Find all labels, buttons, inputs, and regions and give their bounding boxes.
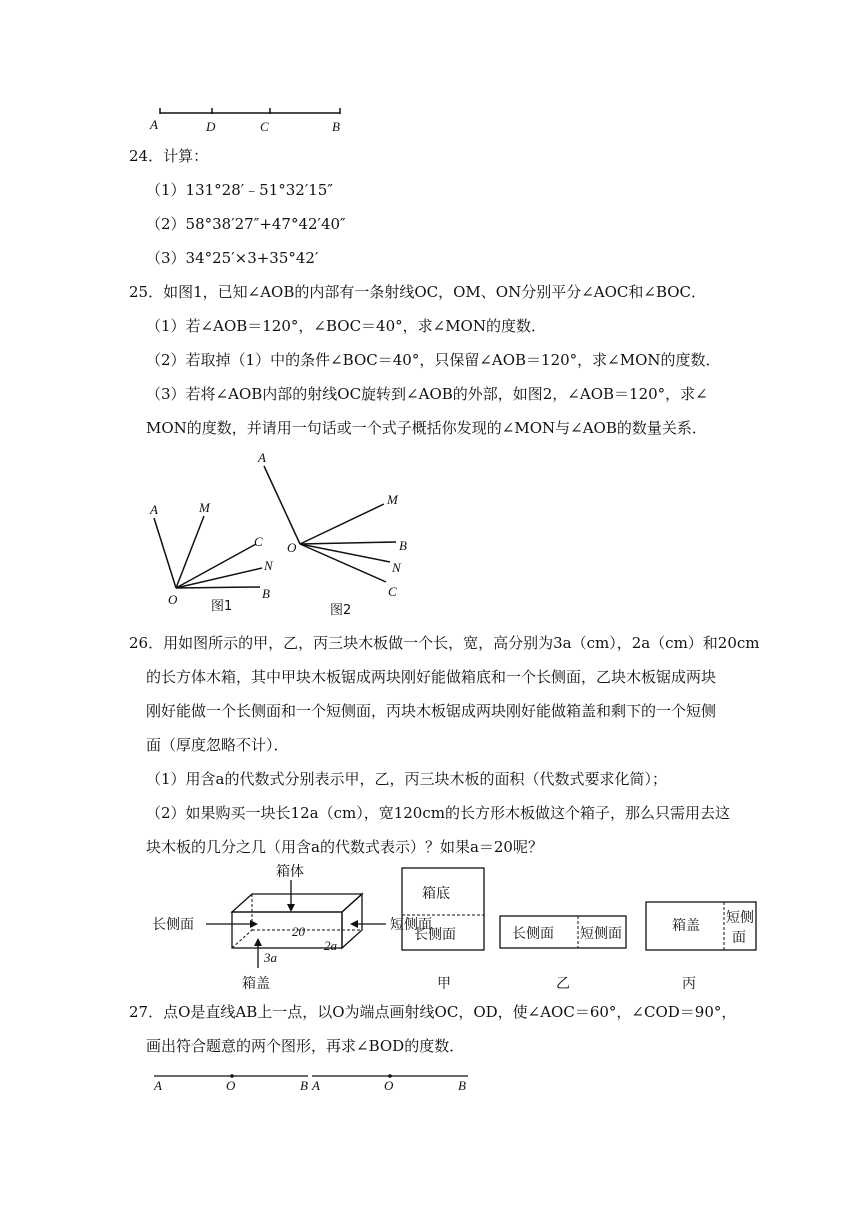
q27-label-o1: O <box>226 1078 236 1093</box>
q27-label-a2: A <box>312 1078 320 1093</box>
question-26-item-2-cont: 块木板的几分之几（用含a的代数式表示）？如果a＝20呢？ <box>146 838 543 856</box>
bing-left-label: 箱盖 <box>672 918 700 934</box>
yi-left-label: 长侧面 <box>512 926 554 942</box>
point-label: C <box>260 119 269 134</box>
fig1-label-a: A <box>150 502 158 517</box>
question-26-line-2: 的长方体木箱，其中甲块木板锯成两块刚好能做箱底和一个长侧面，乙块木板锯成两块 <box>146 668 717 686</box>
point-label: A <box>150 117 158 132</box>
question-25-item-3-cont: MON的度数，并请用一句话或一个式子概括你发现的∠MON与∠AOB的数量关系． <box>146 419 707 437</box>
q27-label-a1: A <box>154 1078 162 1093</box>
bing-right-label-1: 短侧 <box>726 910 754 926</box>
question-25-item-2: （2）若取掉（1）中的条件∠BOC＝40°，只保留∠AOB＝120°，求∠MON的度数． <box>146 351 721 369</box>
lines-figure-q27 <box>146 1066 476 1096</box>
fig1-label-c: C <box>254 534 263 549</box>
box-dim-l: 3a <box>264 950 277 965</box>
bing-right-label-2: 面 <box>732 930 746 946</box>
question-24-item-2: （2）58°38′27″+47°42′40″ <box>146 215 346 233</box>
box-bottom-label: 箱盖 <box>242 976 270 992</box>
jia-caption: 甲 <box>437 976 451 992</box>
fig1-label-o: O <box>168 592 178 607</box>
yi-caption: 乙 <box>556 976 570 992</box>
box-right-label: 短侧面 <box>390 917 432 933</box>
fig2-label-b: B <box>399 538 407 553</box>
question-27-line-2: 画出符合题意的两个图形，再求∠BOD的度数． <box>146 1037 465 1055</box>
question-25-item-1: （1）若∠AOB＝120°，∠BOC＝40°，求∠MON的度数． <box>146 317 546 335</box>
box-top-label: 箱体 <box>276 864 304 880</box>
fig2-label-c: C <box>388 584 397 599</box>
fig2-label-n: N <box>392 560 401 575</box>
fig1-label-m: M <box>199 500 210 515</box>
question-26-line-4: 面（厚度忽略不计）． <box>146 736 289 754</box>
q27-label-b2: B <box>458 1078 466 1093</box>
bing-caption: 丙 <box>682 976 696 992</box>
jia-top-label: 箱底 <box>422 886 450 902</box>
fig2-label-o: O <box>287 540 297 555</box>
box-left-label: 长侧面 <box>152 917 194 933</box>
question-25-title: 25．如图1，已知∠AOB的内部有一条射线OC，OM、ON分别平分∠AOC和∠BOC． <box>129 283 707 301</box>
fig2-caption: 图2 <box>330 603 352 618</box>
question-24-title: 24．计算： <box>129 147 209 165</box>
question-26-item-1: （1）用含a的代数式分别表示甲，乙，丙三块木板的面积（代数式要求化简）； <box>146 770 667 788</box>
segment-figure-top <box>140 100 360 140</box>
point-label: D <box>206 119 216 134</box>
question-25-item-3: （3）若将∠AOB内部的射线OC旋转到∠AOB的外部，如图2，∠AOB＝120°，求∠ <box>146 385 708 403</box>
question-26-line-3: 刚好能做一个长侧面和一个短侧面，丙块木板锯成两块刚好能做箱盖和剩下的一个短侧 <box>146 702 717 720</box>
fig1-label-b: B <box>262 586 270 601</box>
question-27-line-1: 27．点O是直线AB上一点，以O为端点画射线OC，OD，使∠AOC＝60°，∠COD＝90°， <box>129 1003 737 1021</box>
box-dim-h: 20 <box>292 924 305 939</box>
wooden-box-figure <box>146 858 766 998</box>
fig1-label-n: N <box>264 558 273 573</box>
question-26-line-1: 26．用如图所示的甲，乙，丙三块木板做一个长，宽，高分别为3a（cm），2a（cm）和20cm <box>129 634 760 652</box>
question-26-item-2: （2）如果购买一块长12a（cm），宽120cm的长方形木板做这个箱子，那么只需用去这 <box>146 804 730 822</box>
fig2-label-a: A <box>258 450 266 465</box>
q27-label-b1: B <box>300 1078 308 1093</box>
q27-label-o2: O <box>384 1078 394 1093</box>
fig2-label-m: M <box>387 492 398 507</box>
question-24-item-1: （1）131°28′﹣51°32′15″ <box>146 181 333 199</box>
question-24-item-3: （3）34°25′×3+35°42′ <box>146 249 319 267</box>
yi-right-label: 短侧面 <box>580 926 622 942</box>
jia-bottom-label: 长侧面 <box>414 927 456 943</box>
fig1-caption: 图1 <box>211 599 233 614</box>
point-label: B <box>332 119 340 134</box>
box-dim-w: 2a <box>324 938 337 953</box>
angle-figures <box>140 446 420 622</box>
